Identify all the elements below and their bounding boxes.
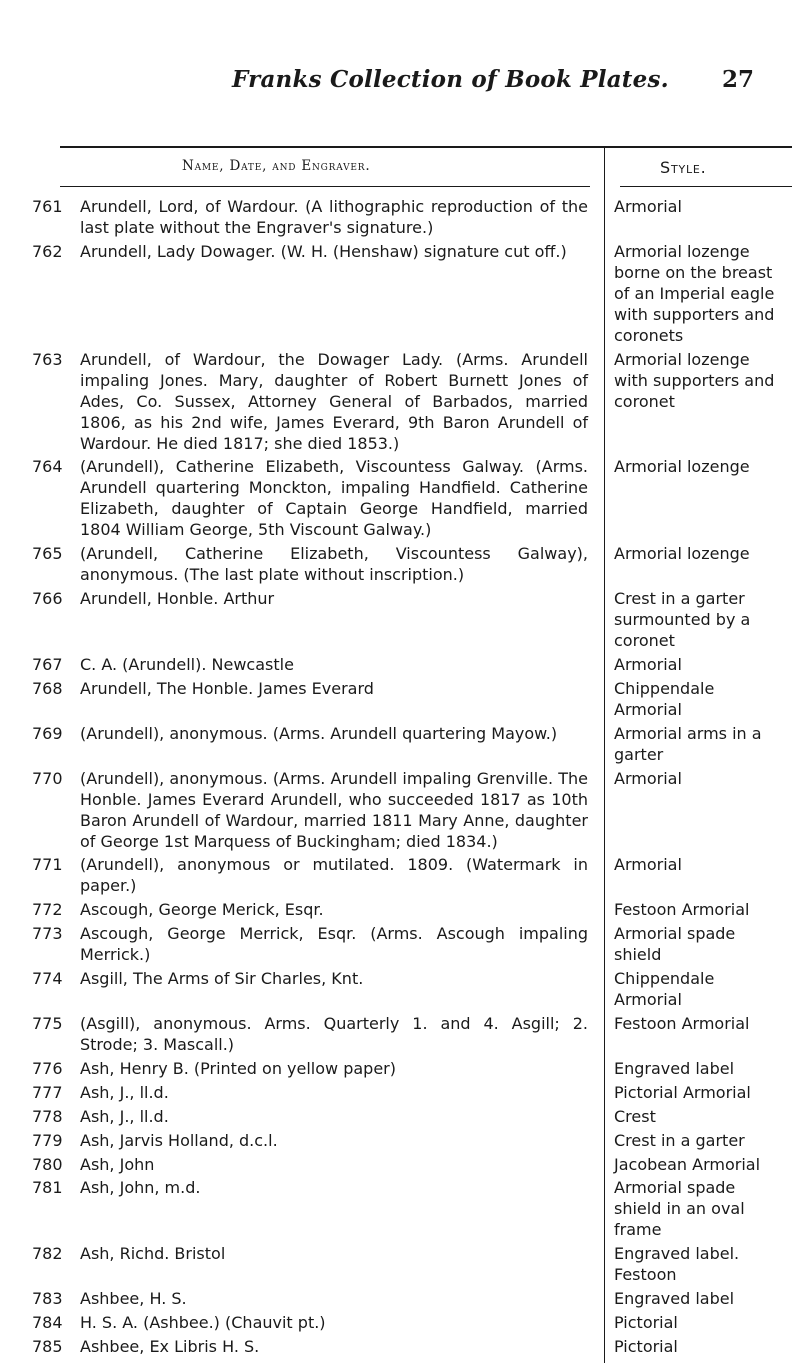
- entry-number: 780: [32, 1154, 63, 1174]
- entry-number: 766: [32, 588, 63, 608]
- entry-number: 767: [32, 654, 63, 674]
- entry-style: Jacobean Armorial: [614, 1154, 761, 1174]
- running-title: Franks Collection of Book Plates.: [232, 66, 669, 93]
- entry-style: Crest in a garter surmounted by a coronet: [614, 588, 751, 650]
- entry-style: Engraved label: [614, 1058, 735, 1078]
- entry-style: Pictorial: [614, 1337, 678, 1357]
- style-column-header: Style.: [660, 158, 707, 177]
- entry-number: 770: [32, 768, 63, 788]
- entry-style: Chippendale Armorial: [614, 969, 715, 1009]
- entry-style: Armorial lozenge: [614, 544, 750, 564]
- entry-number: 781: [32, 1178, 63, 1198]
- entry-text: Asgill, The Arms of Sir Charles, Knt.: [80, 969, 364, 988]
- entry-number: 779: [32, 1130, 63, 1150]
- entry-text: (Arundell), anonymous. (Arms. Arundell impaling Grenville. The Honble. James Everard Arundell, who succeeded 1817 as 10th Baron Arundell of Wardour, married 1811 Mary Anne, daughter of George 1st Marquess of Buckingham; died 1834.): [80, 768, 588, 851]
- entry-text: C. A. (Arundell). Newcastle: [80, 654, 294, 674]
- entry-style: Pictorial: [614, 1313, 678, 1333]
- entry-text: (Asgill), anonymous. Arms. Quarterly 1. and 4. Asgill; 2. Strode; 3. Mascall.): [80, 1013, 588, 1054]
- entry-style: Festoon Armorial: [614, 900, 750, 920]
- style-column-rule: [620, 186, 792, 187]
- entry-text: Ash, Jarvis Holland, d.c.l.: [80, 1130, 278, 1150]
- entry-number: 774: [32, 969, 63, 988]
- entry-number: 771: [32, 855, 63, 875]
- entry-style: Armorial lozenge borne on the breast of an Imperial eagle with supporters and coronets: [614, 241, 775, 345]
- page-header: [0, 60, 800, 120]
- entry-number: 783: [32, 1289, 63, 1309]
- entry-style: Armorial lozenge with supporters and coronet: [614, 349, 775, 411]
- entry-number: 775: [32, 1013, 63, 1033]
- entry-number: 772: [32, 900, 63, 920]
- entry-text: Ash, John, m.d.: [80, 1178, 201, 1198]
- entry-number: 764: [32, 457, 63, 477]
- entry-text: Ascough, George Merick, Esqr.: [80, 900, 324, 920]
- entry-number: 782: [32, 1244, 63, 1264]
- entry-number: 784: [32, 1313, 63, 1333]
- entry-text: Ash, J., ll.d.: [80, 1106, 169, 1126]
- entry-text: Arundell, Honble. Arthur: [80, 588, 275, 608]
- entry-text: Ashbee, H. S.: [80, 1289, 187, 1309]
- entry-number: 769: [32, 723, 63, 743]
- entry-style: Crest in a garter: [614, 1130, 745, 1150]
- entry-text: Arundell, Lady Dowager. (W. H. (Henshaw) signature cut off.): [80, 241, 567, 261]
- entry-text: (Arundell), anonymous or mutilated. 1809. (Watermark in paper.): [80, 855, 588, 896]
- entry-style: Pictorial Armorial: [614, 1082, 751, 1102]
- entry-style: Armorial: [614, 654, 682, 674]
- entry-style: Armorial spade shield: [614, 924, 736, 965]
- entry-text: Ashbee, Ex Libris H. S.: [80, 1337, 260, 1357]
- entry-number: 777: [32, 1082, 63, 1102]
- entry-number: 763: [32, 349, 63, 369]
- entry-number: 785: [32, 1337, 63, 1357]
- column-divider: [604, 147, 605, 1363]
- entry-text: (Arundell, Catherine Elizabeth, Viscountess Galway), anonymous. (The last plate without inscription.): [80, 544, 588, 585]
- entry-number: 761: [32, 197, 63, 216]
- entry-style: Chippendale Armorial: [614, 678, 715, 719]
- entry-style: Armorial: [614, 197, 682, 216]
- page-number: 27: [722, 66, 755, 93]
- entry-style: Crest: [614, 1106, 656, 1126]
- entry-text: Ash, Richd. Bristol: [80, 1244, 226, 1264]
- entry-style: Engraved label. Festoon: [614, 1244, 740, 1285]
- entry-text: (Arundell), anonymous. (Arms. Arundell quartering Mayow.): [80, 723, 558, 743]
- entry-number: 768: [32, 678, 63, 698]
- name-column-header: Name, Date, and Engraver.: [182, 158, 371, 174]
- entry-text: Ash, Henry B. (Printed on yellow paper): [80, 1058, 396, 1078]
- entry-number: 762: [32, 241, 63, 261]
- entry-text: Arundell, The Honble. James Everard: [80, 678, 374, 698]
- entry-style: Festoon Armorial: [614, 1013, 750, 1033]
- name-column-rule: [60, 186, 590, 187]
- entry-text: Arundell, of Wardour, the Dowager Lady. (Arms. Arundell impaling Jones. Mary, daughter of Robert Burnett Jones of Ades, Co. Sussex, Attorney General of Barbados, married 1806, as his 2nd wife, James Everard, 9th Baron Arundell of Wardour. He died 1817; she died 1853.): [80, 349, 588, 453]
- entry-number: 778: [32, 1106, 63, 1126]
- entry-text: Arundell, Lord, of Wardour. (A lithographic reproduction of the last plate without the Engraver's signature.): [80, 197, 588, 237]
- entry-number: 773: [32, 924, 63, 944]
- entry-style: Armorial spade shield in an oval frame: [614, 1178, 745, 1240]
- entry-text: Ash, John: [80, 1154, 155, 1174]
- entry-style: Armorial: [614, 855, 682, 875]
- entry-number: 776: [32, 1058, 63, 1078]
- entry-text: Ascough, George Merrick, Esqr. (Arms. Ascough impaling Merrick.): [80, 924, 588, 965]
- entry-text: Ash, J., ll.d.: [80, 1082, 169, 1102]
- entry-style: Armorial: [614, 768, 682, 788]
- entry-style: Armorial arms in a garter: [614, 723, 762, 764]
- entry-style: Engraved label: [614, 1289, 735, 1309]
- entry-text: (Arundell), Catherine Elizabeth, Viscountess Galway. (Arms. Arundell quartering Monckton, impaling Handfield. Catherine Elizabeth, daughter of Captain George Handfield, married 1804 William George, 5th Viscount Galway.): [80, 457, 588, 540]
- entry-number: 765: [32, 544, 63, 564]
- entry-style: Armorial lozenge: [614, 457, 750, 477]
- top-rule: [60, 146, 792, 148]
- entry-text: H. S. A. (Ashbee.) (Chauvit pt.): [80, 1313, 326, 1333]
